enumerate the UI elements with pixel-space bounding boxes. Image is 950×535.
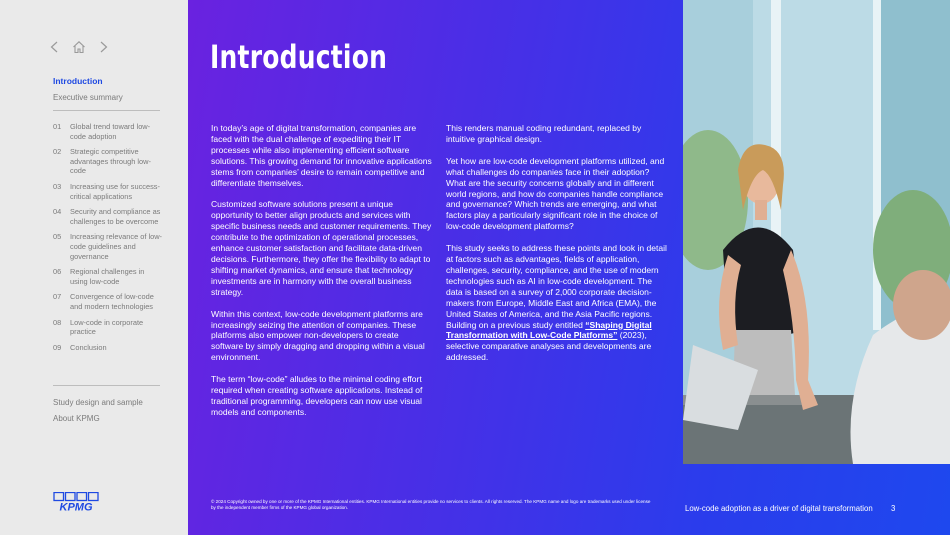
chapter-number: 06: [53, 267, 62, 277]
chapter-label: Conclusion: [70, 342, 107, 352]
chapter-label: Increasing use for success-critical applications: [70, 181, 160, 201]
nav-link-chapter[interactable]: [53, 207, 163, 226]
text-column-right: [446, 123, 668, 374]
chapter-list: [53, 122, 163, 352]
nav-controls: [50, 40, 108, 54]
nav-link-about-kpmg[interactable]: About KPMG: [53, 414, 100, 423]
chapter-number: 08: [53, 317, 62, 327]
page-title: Introduction: [210, 38, 388, 76]
chapter-label: Strategic competitive advantages through low-code: [70, 147, 151, 176]
chevron-left-icon[interactable]: [50, 41, 58, 53]
sidebar: [0, 0, 188, 535]
chapter-number: 02: [53, 147, 62, 157]
logo-text: KPMG: [59, 501, 93, 512]
chapter-number: 01: [53, 122, 62, 131]
paragraph: The term “low-code” alludes to the minimal coding effort required when creating software applications. Instead of traditional programming, developers can now use visual models and components.: [211, 374, 423, 417]
office-scene-image: [683, 0, 950, 464]
chapter-label: Security and compliance as challenges to be overcome: [70, 207, 161, 226]
nav-link-chapter[interactable]: [53, 147, 163, 176]
copyright-notice: © 2024 Copyright owned by one or more of the KPMG International entities. KPMG International entities provide no services to clients. All rights reserved. The KPMG name and logo are trademarks used under license by the independent member firms of the KPMG global organization.: [211, 499, 651, 510]
sidebar-bottom-links: [53, 395, 143, 427]
kpmg-logo: [53, 492, 99, 512]
nav-link-chapter[interactable]: [53, 318, 163, 337]
paragraph: Within this context, low-code development platforms are increasingly seizing the attention of companies. These platforms also empower non-developers to create software by simply dragging and dropping within a visual environment.: [211, 308, 425, 363]
paragraph: In today’s age of digital transformation, companies are faced with the dual challenge of expediting their IT processes while also implementing efficient software solutions. This growing demand for innovative applications stems from companies’ desire to remain competitive and differentiate themselves.: [211, 123, 432, 188]
chapter-number: 07: [53, 292, 62, 302]
nav-link-chapter[interactable]: [53, 182, 163, 201]
hero-photo: [683, 0, 950, 464]
divider: [53, 110, 160, 111]
chapter-number: 09: [53, 342, 62, 352]
chapter-label: Increasing relevance of low-code guidelines and governance: [70, 232, 163, 261]
nav-link-chapter[interactable]: [53, 122, 163, 141]
chapter-number: 05: [53, 232, 62, 242]
chapter-number: 03: [53, 181, 62, 191]
nav-link-chapter[interactable]: [53, 267, 163, 286]
paragraph: Customized software solutions present a unique opportunity to better align products and services with specific business needs and customer requirements. They contribute to the optimization of operational processes, enhance customer satisfaction and facilitate data-driven decisions. Furthermore, they offer the flexibility to adapt to shifting market dynamics, and ensure that technology investments are in harmony with the overall business strategy.: [211, 199, 432, 297]
nav-link-executive-summary[interactable]: Executive summary: [53, 93, 123, 102]
chevron-right-icon[interactable]: [100, 41, 108, 53]
nav-link-chapter[interactable]: [53, 343, 163, 353]
paragraph: Yet how are low-code development platforms utilized, and what challenges do companies face in their adoption? What are the security concerns globally and in different world regions, and how do companies handle compliance and governance? Which trends are emerging, and what factors play a particularly significant role in the choice of low-code development platforms?: [446, 155, 665, 232]
chapter-label: Global trend toward low-code adoption: [70, 122, 151, 141]
study-link[interactable]: “Shaping Digital Transformation with Low-Code Platforms”: [446, 319, 652, 341]
chapter-number: 04: [53, 207, 62, 217]
chapter-label: Low-code in corporate practice: [70, 317, 144, 337]
paragraph-text: (2023), selective comparative analyses and developments are addressed.: [446, 330, 652, 363]
paragraph: This renders manual coding redundant, replaced by intuitive graphical design.: [446, 123, 642, 144]
home-icon[interactable]: [72, 40, 86, 54]
nav-link-study-design[interactable]: Study design and sample: [53, 398, 143, 407]
paragraph-text: This study seeks to address these points and look in detail at factors such as advantages, fields of application, challenges, security, compliance, and the use of modern technologies such as AI in low-code development. The data is based on a survey of 2,000 corporate decision-makers from Europe, Middle East and Africa (EMA), the United States of America, and the Asia Pacific regions. Building on a previous study entitled: [446, 243, 667, 330]
footer-document-title: Low-code adoption as a driver of digital transformation: [685, 504, 873, 513]
chapter-label: Convergence of low-code and modern technologies: [70, 292, 154, 311]
nav-link-introduction[interactable]: Introduction: [53, 76, 103, 86]
nav-link-chapter[interactable]: [53, 292, 163, 311]
nav-link-chapter[interactable]: [53, 232, 163, 261]
divider: [53, 385, 160, 386]
page-number: 3: [891, 504, 896, 513]
text-column-left: [211, 123, 433, 429]
chapter-label: Regional challenges in using low-code: [70, 267, 145, 286]
paragraph: [446, 243, 668, 363]
